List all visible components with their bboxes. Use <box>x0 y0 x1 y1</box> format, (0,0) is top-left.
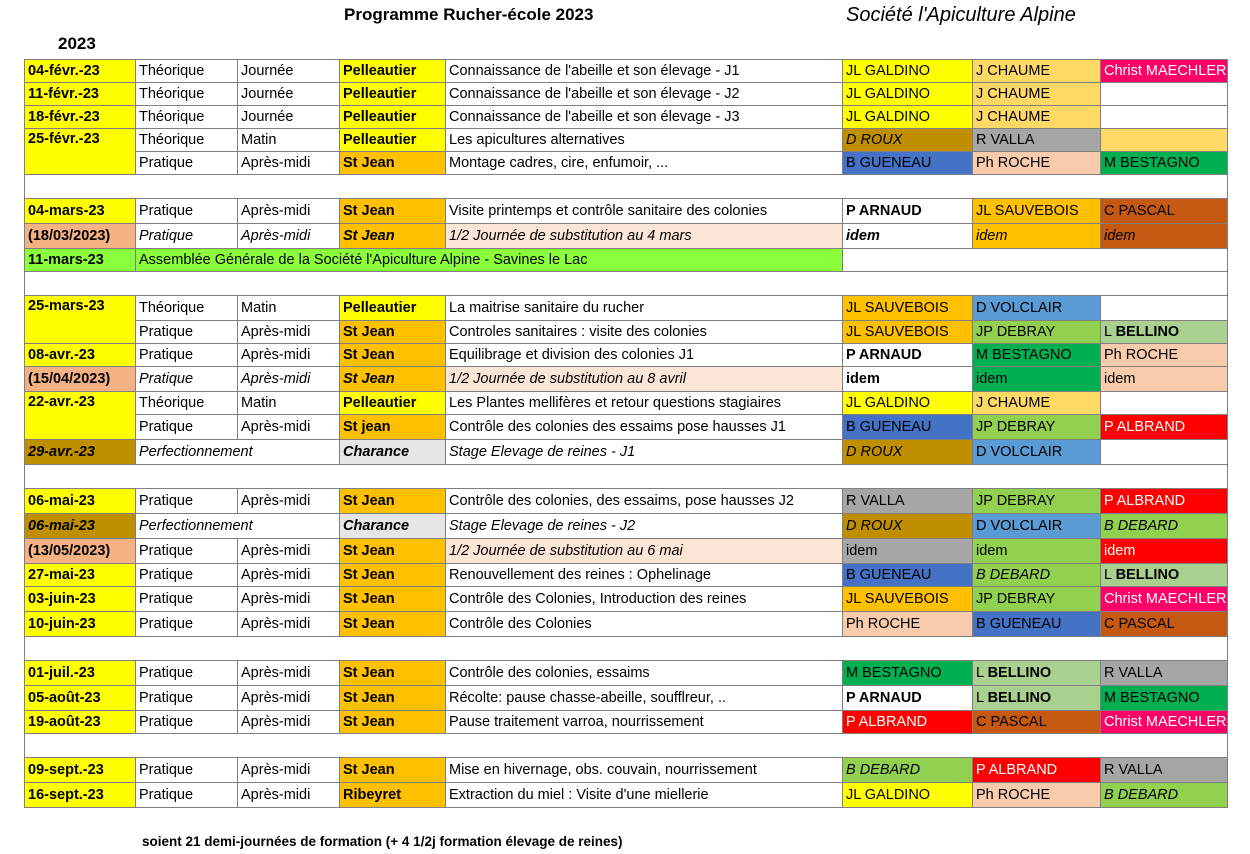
date-cell: 16-sept.-23 <box>25 783 136 808</box>
location-cell: Ribeyret <box>340 783 446 808</box>
schedule-table <box>24 59 1228 808</box>
type-cell: Théorique <box>136 60 238 83</box>
schedule-row <box>25 686 1228 711</box>
subject-cell: Montage cadres, cire, enfumoir, ... <box>446 152 843 175</box>
location-cell: Pelleautier <box>340 296 446 321</box>
date-cell: 03-juin-23 <box>25 587 136 612</box>
subject-cell: Equilibrage et division des colonies J1 <box>446 344 843 367</box>
subject-cell: Connaissance de l'abeille et son élevage - J1 <box>446 60 843 83</box>
subject-cell: Visite printemps et contrôle sanitaire des colonies <box>446 199 843 224</box>
instructor-3-cell <box>1101 106 1228 129</box>
instructor-1-cell: P ARNAUD <box>843 344 973 367</box>
location-cell: St Jean <box>340 199 446 224</box>
location-cell: Charance <box>340 440 446 465</box>
type-cell: Pratique <box>136 758 238 783</box>
schedule-row <box>25 783 1228 808</box>
period-cell: Après-midi <box>238 587 340 612</box>
instructor-2-cell: Ph ROCHE <box>973 783 1101 808</box>
subject-cell: Récolte: pause chasse-abeille, soufflreur, .. <box>446 686 843 711</box>
type-cell: Pratique <box>136 415 238 440</box>
subject-cell: Contrôle des Colonies <box>446 612 843 637</box>
instructor-3-cell: C PASCAL <box>1101 199 1228 224</box>
surname: BELLINO <box>987 690 1052 706</box>
instructor-3-cell: M BESTAGNO <box>1101 686 1228 711</box>
subject-cell: Contrôle des colonies, des essaims, pose hausses J2 <box>446 489 843 514</box>
instructor-1-cell: JL GALDINO <box>843 392 973 415</box>
instructor-2-cell <box>973 686 1101 711</box>
instructor-1-cell: D ROUX <box>843 514 973 539</box>
spacer-cell <box>25 734 1228 758</box>
location-cell: St Jean <box>340 321 446 344</box>
location-cell: St Jean <box>340 612 446 637</box>
location-cell: St Jean <box>340 686 446 711</box>
type-cell: Théorique <box>136 83 238 106</box>
type-cell: Théorique <box>136 106 238 129</box>
spacer-row <box>25 734 1228 758</box>
instructor-2-cell: B GUENEAU <box>973 612 1101 637</box>
location-cell: St Jean <box>340 587 446 612</box>
subject-cell: Stage Elevage de reines - J2 <box>446 514 843 539</box>
type-cell: Pratique <box>136 661 238 686</box>
instructor-3-cell: Christ MAECHLER <box>1101 711 1228 734</box>
surname: BELLINO <box>1115 324 1180 340</box>
instructor-1-cell: D ROUX <box>843 129 973 152</box>
instructor-3-cell: C PASCAL <box>1101 612 1228 637</box>
schedule-row <box>25 711 1228 734</box>
type-cell: Pratique <box>136 321 238 344</box>
instructor-3-cell <box>1101 83 1228 106</box>
instructor-2-cell: R VALLA <box>973 129 1101 152</box>
instructor-3-cell: R VALLA <box>1101 758 1228 783</box>
location-cell: St Jean <box>340 152 446 175</box>
instructor-2-cell: M BESTAGNO <box>973 344 1101 367</box>
schedule-row <box>25 539 1228 564</box>
date-cell: 04-mars-23 <box>25 199 136 224</box>
period-cell: Après-midi <box>238 783 340 808</box>
instructor-3-cell: idem <box>1101 539 1228 564</box>
type-cell: Perfectionnement <box>136 440 340 465</box>
subject-cell: 1/2 Journée de substitution au 8 avril <box>446 367 843 392</box>
schedule-row <box>25 440 1228 465</box>
location-cell: Pelleautier <box>340 129 446 152</box>
spacer-cell <box>25 637 1228 661</box>
period-cell: Journée <box>238 106 340 129</box>
instructor-2-cell: D VOLCLAIR <box>973 440 1101 465</box>
instructor-2-cell <box>973 661 1101 686</box>
type-cell: Pratique <box>136 224 238 249</box>
period-cell: Après-midi <box>238 415 340 440</box>
period-cell: Matin <box>238 296 340 321</box>
type-cell: Théorique <box>136 296 238 321</box>
date-cell: 25-févr.-23 <box>25 129 136 175</box>
instructor-3-cell: P ALBRAND <box>1101 415 1228 440</box>
subject-cell: Connaissance de l'abeille et son élevage - J2 <box>446 83 843 106</box>
instructor-2-cell: idem <box>973 224 1101 249</box>
instructor-3-cell: B DEBARD <box>1101 514 1228 539</box>
instructor-3-cell: Ph ROCHE <box>1101 344 1228 367</box>
location-cell: Charance <box>340 514 446 539</box>
instructor-3-cell <box>1101 440 1228 465</box>
spacer-cell <box>25 175 1228 199</box>
instructor-1-cell: JL GALDINO <box>843 60 973 83</box>
type-cell: Perfectionnement <box>136 514 340 539</box>
location-cell: St Jean <box>340 489 446 514</box>
instructor-2-cell: JP DEBRAY <box>973 415 1101 440</box>
instructor-2-cell: idem <box>973 367 1101 392</box>
instructor-1-cell: idem <box>843 367 973 392</box>
instructor-3-cell <box>1101 392 1228 415</box>
spacer-row <box>25 272 1228 296</box>
initial: L <box>1104 324 1116 340</box>
location-cell: Pelleautier <box>340 60 446 83</box>
spacer-row <box>25 175 1228 199</box>
period-cell: Après-midi <box>238 758 340 783</box>
type-cell: Pratique <box>136 199 238 224</box>
date-cell: 25-mars-23 <box>25 296 136 344</box>
instructor-2-cell: D VOLCLAIR <box>973 514 1101 539</box>
subject-cell: Stage Elevage de reines - J1 <box>446 440 843 465</box>
initial: L <box>976 665 988 681</box>
instructor-3-cell: P ALBRAND <box>1101 489 1228 514</box>
instructor-1-cell: P ARNAUD <box>843 199 973 224</box>
location-cell: Pelleautier <box>340 106 446 129</box>
subject-cell: Extraction du miel : Visite d'une miellerie <box>446 783 843 808</box>
location-cell: St Jean <box>340 367 446 392</box>
location-cell: St Jean <box>340 758 446 783</box>
instructor-1-cell: B GUENEAU <box>843 564 973 587</box>
schedule-row <box>25 415 1228 440</box>
instructor-2-cell: C PASCAL <box>973 711 1101 734</box>
period-cell: Après-midi <box>238 199 340 224</box>
date-cell: 29-avr.-23 <box>25 440 136 465</box>
instructor-2-cell: J CHAUME <box>973 83 1101 106</box>
instructor-1-cell: R VALLA <box>843 489 973 514</box>
date-cell: 22-avr.-23 <box>25 392 136 440</box>
schedule-row <box>25 199 1228 224</box>
schedule-row <box>25 249 1228 272</box>
instructor-2-cell: J CHAUME <box>973 106 1101 129</box>
subject-cell: Contrôle des colonies des essaims pose hausses J1 <box>446 415 843 440</box>
schedule-row <box>25 367 1228 392</box>
date-cell: 11-févr.-23 <box>25 83 136 106</box>
date-cell: 04-févr.-23 <box>25 60 136 83</box>
schedule-row <box>25 758 1228 783</box>
schedule-row <box>25 321 1228 344</box>
instructor-3-cell <box>1101 129 1228 152</box>
schedule-row <box>25 489 1228 514</box>
instructor-2-cell: JP DEBRAY <box>973 587 1101 612</box>
period-cell: Après-midi <box>238 152 340 175</box>
spacer-row <box>25 637 1228 661</box>
instructor-3-cell <box>1101 296 1228 321</box>
date-cell: 10-juin-23 <box>25 612 136 637</box>
instructor-2-cell: D VOLCLAIR <box>973 296 1101 321</box>
type-cell: Pratique <box>136 686 238 711</box>
period-cell: Après-midi <box>238 367 340 392</box>
location-cell: Pelleautier <box>340 392 446 415</box>
type-cell: Pratique <box>136 783 238 808</box>
period-cell: Après-midi <box>238 321 340 344</box>
instructor-3-cell: B DEBARD <box>1101 783 1228 808</box>
subject-cell: La maitrise sanitaire du rucher <box>446 296 843 321</box>
location-cell: Pelleautier <box>340 83 446 106</box>
schedule-row <box>25 612 1228 637</box>
type-cell: Pratique <box>136 344 238 367</box>
instructor-3-cell: Christ MAECHLER <box>1101 587 1228 612</box>
subject-cell: Connaissance de l'abeille et son élevage - J3 <box>446 106 843 129</box>
date-cell: 06-mai-23 <box>25 489 136 514</box>
period-cell: Après-midi <box>238 344 340 367</box>
period-cell: Après-midi <box>238 224 340 249</box>
date-cell: 05-août-23 <box>25 686 136 711</box>
instructor-1-cell: JL GALDINO <box>843 783 973 808</box>
period-cell: Journée <box>238 83 340 106</box>
instructor-1-cell: JL SAUVEBOIS <box>843 587 973 612</box>
period-cell: Après-midi <box>238 661 340 686</box>
instructor-3-cell: idem <box>1101 224 1228 249</box>
empty-cell <box>843 249 1228 272</box>
initial: L <box>976 690 988 706</box>
schedule-row <box>25 129 1228 152</box>
type-cell: Pratique <box>136 711 238 734</box>
location-cell: St Jean <box>340 344 446 367</box>
subject-cell: Pause traitement varroa, nourrissement <box>446 711 843 734</box>
instructor-2-cell: B DEBARD <box>973 564 1101 587</box>
subject-cell: Contrôle des Colonies, Introduction des reines <box>446 587 843 612</box>
instructor-3-cell: idem <box>1101 367 1228 392</box>
type-cell: Pratique <box>136 367 238 392</box>
schedule-row <box>25 224 1228 249</box>
subject-cell: Mise en hivernage, obs. couvain, nourrissement <box>446 758 843 783</box>
instructor-1-cell: idem <box>843 224 973 249</box>
date-cell: (13/05/2023) <box>25 539 136 564</box>
type-cell: Pratique <box>136 564 238 587</box>
type-cell: Pratique <box>136 152 238 175</box>
period-cell: Journée <box>238 60 340 83</box>
instructor-3-cell: R VALLA <box>1101 661 1228 686</box>
location-cell: St Jean <box>340 711 446 734</box>
schedule-row <box>25 152 1228 175</box>
subject-cell: 1/2 Journée de substitution au 6 mai <box>446 539 843 564</box>
date-cell: 19-août-23 <box>25 711 136 734</box>
footer-summary: soient 21 demi-journées de formation (+ 4 1/2j formation élevage de reines) <box>142 834 623 849</box>
type-cell: Pratique <box>136 539 238 564</box>
instructor-1-cell: P ARNAUD <box>843 686 973 711</box>
spacer-cell <box>25 272 1228 296</box>
subject-cell: Controles sanitaires : visite des colonies <box>446 321 843 344</box>
instructor-1-cell: B DEBARD <box>843 758 973 783</box>
date-cell: (15/04/2023) <box>25 367 136 392</box>
date-cell: 18-févr.-23 <box>25 106 136 129</box>
instructor-1-cell: JL SAUVEBOIS <box>843 321 973 344</box>
initial: L <box>1104 567 1116 583</box>
society-name: Société l'Apiculture Alpine <box>846 4 1076 26</box>
instructor-2-cell: J CHAUME <box>973 392 1101 415</box>
spacer-row <box>25 465 1228 489</box>
document-title: Programme Rucher-école 2023 <box>344 5 594 24</box>
instructor-2-cell: idem <box>973 539 1101 564</box>
date-cell: 06-mai-23 <box>25 514 136 539</box>
schedule-row <box>25 60 1228 83</box>
period-cell: Après-midi <box>238 564 340 587</box>
instructor-1-cell: M BESTAGNO <box>843 661 973 686</box>
period-cell: Après-midi <box>238 686 340 711</box>
instructor-3-cell <box>1101 321 1228 344</box>
schedule-row <box>25 564 1228 587</box>
subject-cell: Les Plantes mellifères et retour questions stagiaires <box>446 392 843 415</box>
instructor-1-cell: Ph ROCHE <box>843 612 973 637</box>
schedule-row <box>25 514 1228 539</box>
period-cell: Après-midi <box>238 489 340 514</box>
instructor-1-cell: B GUENEAU <box>843 152 973 175</box>
period-cell: Après-midi <box>238 539 340 564</box>
schedule-row <box>25 661 1228 686</box>
instructor-1-cell: D ROUX <box>843 440 973 465</box>
assembly-cell: Assemblée Générale de la Société l'Apiculture Alpine - Savines le Lac <box>136 249 843 272</box>
period-cell: Après-midi <box>238 711 340 734</box>
location-cell: St Jean <box>340 661 446 686</box>
instructor-1-cell: B GUENEAU <box>843 415 973 440</box>
surname: BELLINO <box>1115 567 1180 583</box>
instructor-2-cell: JP DEBRAY <box>973 321 1101 344</box>
date-cell: 27-mai-23 <box>25 564 136 587</box>
instructor-1-cell: JL SAUVEBOIS <box>843 296 973 321</box>
instructor-3-cell: Christ MAECHLER <box>1101 60 1228 83</box>
date-cell: (18/03/2023) <box>25 224 136 249</box>
schedule-row <box>25 344 1228 367</box>
instructor-2-cell: J CHAUME <box>973 60 1101 83</box>
location-cell: St jean <box>340 415 446 440</box>
subject-cell: Renouvellement des reines : Ophelinage <box>446 564 843 587</box>
schedule-row <box>25 587 1228 612</box>
instructor-3-cell <box>1101 564 1228 587</box>
instructor-1-cell: JL GALDINO <box>843 83 973 106</box>
instructor-2-cell: JL SAUVEBOIS <box>973 199 1101 224</box>
spacer-cell <box>25 465 1228 489</box>
location-cell: St Jean <box>340 224 446 249</box>
schedule-row <box>25 296 1228 321</box>
subject-cell: Les apicultures alternatives <box>446 129 843 152</box>
subject-cell: Contrôle des colonies, essaims <box>446 661 843 686</box>
type-cell: Pratique <box>136 612 238 637</box>
type-cell: Théorique <box>136 392 238 415</box>
date-cell: 01-juil.-23 <box>25 661 136 686</box>
instructor-3-cell: M BESTAGNO <box>1101 152 1228 175</box>
instructor-2-cell: JP DEBRAY <box>973 489 1101 514</box>
date-cell: 08-avr.-23 <box>25 344 136 367</box>
year-label: 2023 <box>58 34 96 53</box>
type-cell: Théorique <box>136 129 238 152</box>
type-cell: Pratique <box>136 489 238 514</box>
period-cell: Après-midi <box>238 612 340 637</box>
period-cell: Matin <box>238 392 340 415</box>
instructor-1-cell: idem <box>843 539 973 564</box>
instructor-2-cell: P ALBRAND <box>973 758 1101 783</box>
date-cell: 11-mars-23 <box>25 249 136 272</box>
instructor-1-cell: P ALBRAND <box>843 711 973 734</box>
location-cell: St Jean <box>340 539 446 564</box>
subject-cell: 1/2 Journée de substitution au 4 mars <box>446 224 843 249</box>
period-cell: Matin <box>238 129 340 152</box>
surname: BELLINO <box>987 665 1052 681</box>
schedule-row <box>25 392 1228 415</box>
schedule-row <box>25 106 1228 129</box>
location-cell: St Jean <box>340 564 446 587</box>
schedule-row <box>25 83 1228 106</box>
instructor-2-cell: Ph ROCHE <box>973 152 1101 175</box>
instructor-1-cell: JL GALDINO <box>843 106 973 129</box>
type-cell: Pratique <box>136 587 238 612</box>
date-cell: 09-sept.-23 <box>25 758 136 783</box>
